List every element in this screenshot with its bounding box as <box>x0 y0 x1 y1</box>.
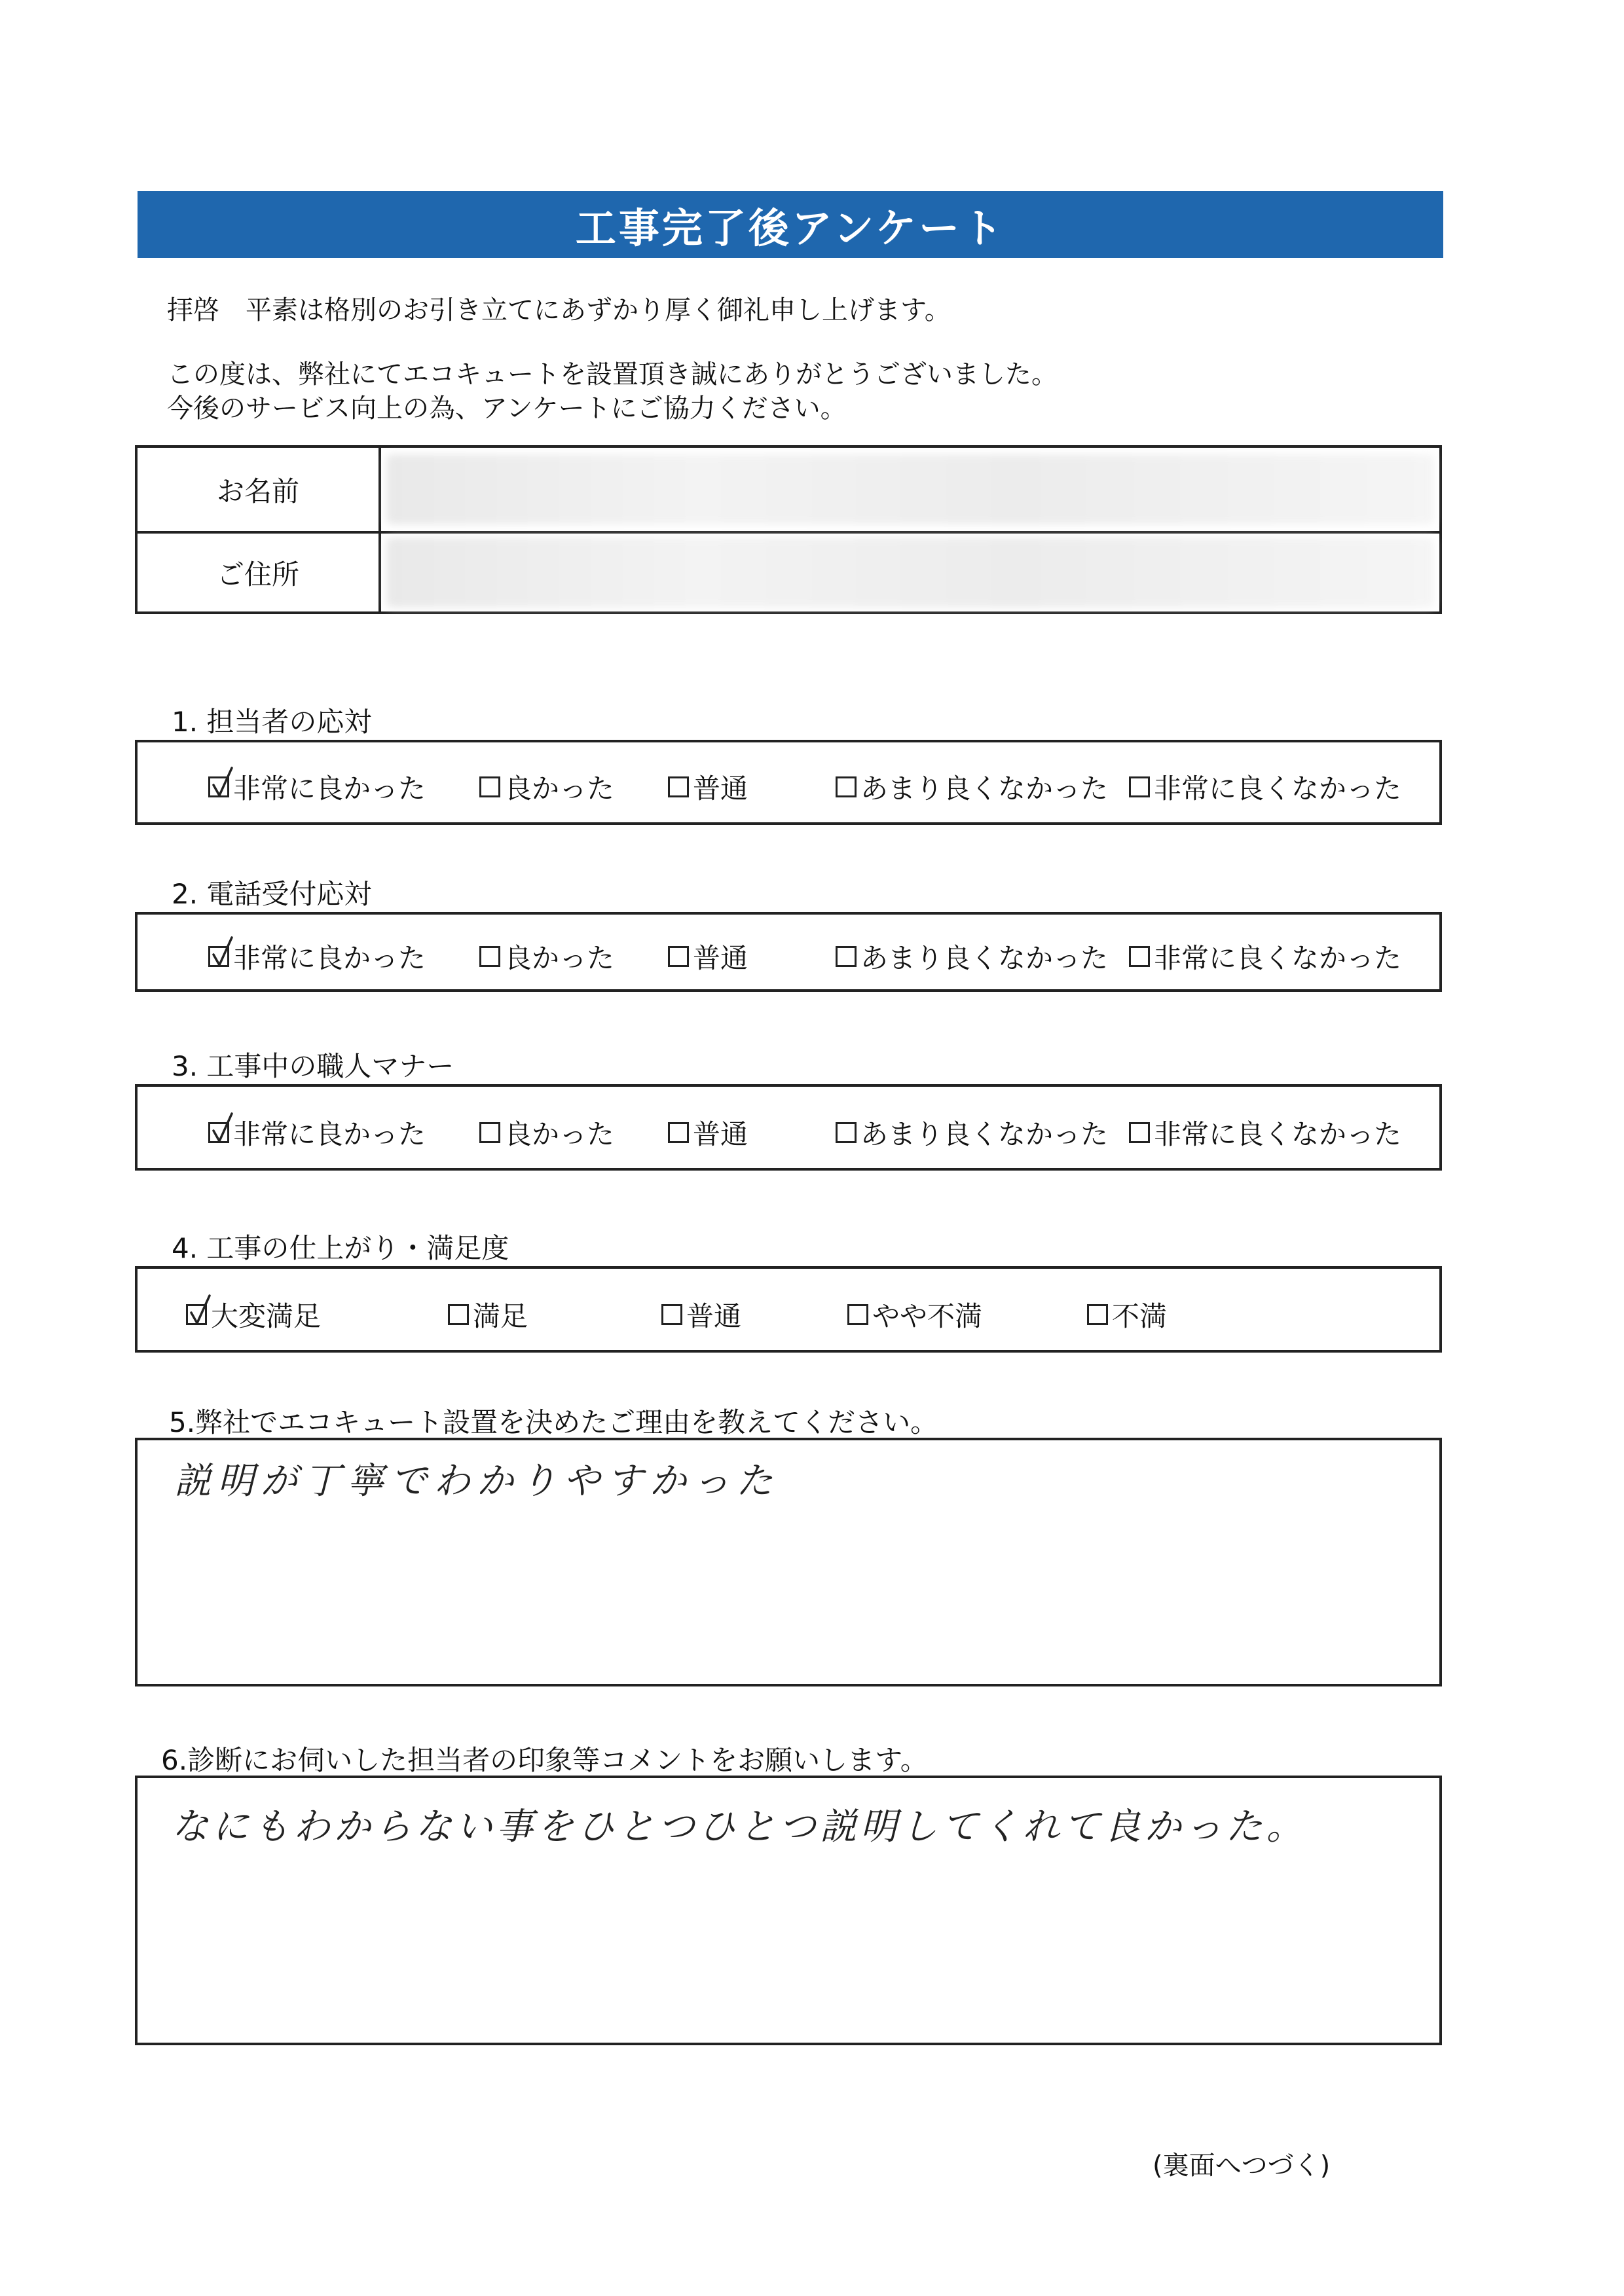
q5-answer-box[interactable] <box>135 1438 1442 1686</box>
q4-option-1[interactable] <box>186 1295 321 1334</box>
name-field[interactable] <box>381 448 1439 531</box>
q2-title: 2. 電話受付応対 <box>172 878 372 910</box>
q3-title: 3. 工事中の職人マナー <box>172 1050 454 1082</box>
name-label: お名前 <box>138 448 381 531</box>
option-label: 非常に良かった <box>233 1118 426 1150</box>
address-label: ご住所 <box>138 531 381 614</box>
q3-option-2[interactable] <box>479 1113 614 1152</box>
option-label: 不満 <box>1112 1300 1168 1332</box>
q1-option-5[interactable] <box>1129 767 1401 807</box>
checkmark-icon <box>212 1112 234 1144</box>
checkbox[interactable] <box>1087 1304 1108 1325</box>
checkbox[interactable] <box>208 776 229 797</box>
checkbox[interactable] <box>661 1304 682 1325</box>
q4-option-3[interactable] <box>661 1295 741 1334</box>
checkbox[interactable] <box>668 1122 689 1143</box>
option-label: あまり良くなかった <box>860 773 1109 805</box>
continue-on-back-note: (裏面へつづく) <box>1153 2151 1331 2181</box>
option-label: 非常に良くなかった <box>1154 1118 1402 1150</box>
option-label: 良かった <box>504 942 615 974</box>
request-line: 今後のサービス向上の為、アンケートにご協力ください。 <box>167 393 847 424</box>
checkbox[interactable] <box>836 776 857 797</box>
survey-title: 工事完了後アンケート <box>138 191 1443 258</box>
q1-option-1[interactable] <box>208 767 426 807</box>
redacted-address <box>386 538 1434 608</box>
option-label: 普通 <box>693 773 748 805</box>
q3-option-4[interactable] <box>836 1113 1108 1152</box>
checkbox[interactable] <box>186 1304 207 1325</box>
q2-option-4[interactable] <box>836 937 1108 976</box>
q2-option-5[interactable] <box>1129 937 1401 976</box>
q6-title: 6.診断にお伺いした担当者の印象等コメントをお願いします。 <box>161 1744 928 1776</box>
option-label: やや不満 <box>872 1300 983 1332</box>
q4-title: 4. 工事の仕上がり・満足度 <box>172 1232 509 1264</box>
q5-handwritten-answer: 説明が丁寧でわかりやすかった <box>174 1460 779 1503</box>
checkbox[interactable] <box>668 776 689 797</box>
option-label: 普通 <box>686 1300 742 1332</box>
checkbox[interactable] <box>1129 776 1150 797</box>
q4-option-2[interactable] <box>448 1295 528 1334</box>
checkbox[interactable] <box>479 776 500 797</box>
q1-options-box <box>135 740 1442 825</box>
checkmark-icon <box>189 1294 212 1326</box>
address-row <box>138 531 1439 614</box>
checkmark-icon <box>212 936 234 968</box>
option-label: 普通 <box>693 942 748 974</box>
option-label: 非常に良かった <box>233 942 426 974</box>
q2-option-2[interactable] <box>479 937 614 976</box>
checkmark-icon <box>212 767 234 798</box>
q4-options-box <box>135 1266 1442 1353</box>
option-label: 非常に良かった <box>233 773 426 805</box>
address-field[interactable] <box>381 531 1439 614</box>
option-label: あまり良くなかった <box>860 1118 1109 1150</box>
q6-handwritten-answer: なにもわからない事をひとつひとつ説明してくれて良かった。 <box>172 1806 1307 1848</box>
thanks-line: この度は、弊社にてエコキュートを設置頂き誠にありがとうございました。 <box>167 359 1058 390</box>
checkbox[interactable] <box>1129 946 1150 967</box>
option-label: 大変満足 <box>211 1300 322 1332</box>
checkbox[interactable] <box>208 946 229 967</box>
option-label: 普通 <box>693 1118 748 1150</box>
redacted-name <box>386 454 1434 524</box>
q4-option-5[interactable] <box>1087 1295 1167 1334</box>
checkbox[interactable] <box>1129 1122 1150 1143</box>
q2-option-1[interactable] <box>208 937 426 976</box>
option-label: 非常に良くなかった <box>1154 773 1402 805</box>
q1-option-2[interactable] <box>479 767 614 807</box>
checkbox[interactable] <box>479 1122 500 1143</box>
greeting-line: 拝啓 平素は格別のお引き立てにあずかり厚く御礼申し上げます。 <box>167 295 951 325</box>
q1-title: 1. 担当者の応対 <box>172 706 372 738</box>
option-label: 非常に良くなかった <box>1154 942 1402 974</box>
checkbox[interactable] <box>836 1122 857 1143</box>
checkbox[interactable] <box>448 1304 469 1325</box>
checkbox[interactable] <box>479 946 500 967</box>
q1-option-3[interactable] <box>668 767 748 807</box>
option-label: 満足 <box>473 1300 528 1332</box>
checkbox[interactable] <box>208 1122 229 1143</box>
checkbox[interactable] <box>847 1304 868 1325</box>
option-label: 良かった <box>504 1118 615 1150</box>
checkbox[interactable] <box>668 946 689 967</box>
q6-answer-box[interactable] <box>135 1776 1442 2045</box>
q3-option-3[interactable] <box>668 1113 748 1152</box>
q3-option-5[interactable] <box>1129 1113 1401 1152</box>
q3-options-box <box>135 1084 1442 1171</box>
q1-option-4[interactable] <box>836 767 1108 807</box>
q2-option-3[interactable] <box>668 937 748 976</box>
q5-title: 5.弊社でエコキュート設置を決めたご理由を教えてください。 <box>169 1406 938 1438</box>
checkbox[interactable] <box>836 946 857 967</box>
option-label: あまり良くなかった <box>860 942 1109 974</box>
customer-info-table <box>135 445 1442 614</box>
q3-option-1[interactable] <box>208 1113 426 1152</box>
option-label: 良かった <box>504 773 615 805</box>
q2-options-box <box>135 912 1442 992</box>
name-row <box>138 448 1439 534</box>
q4-option-4[interactable] <box>847 1295 982 1334</box>
